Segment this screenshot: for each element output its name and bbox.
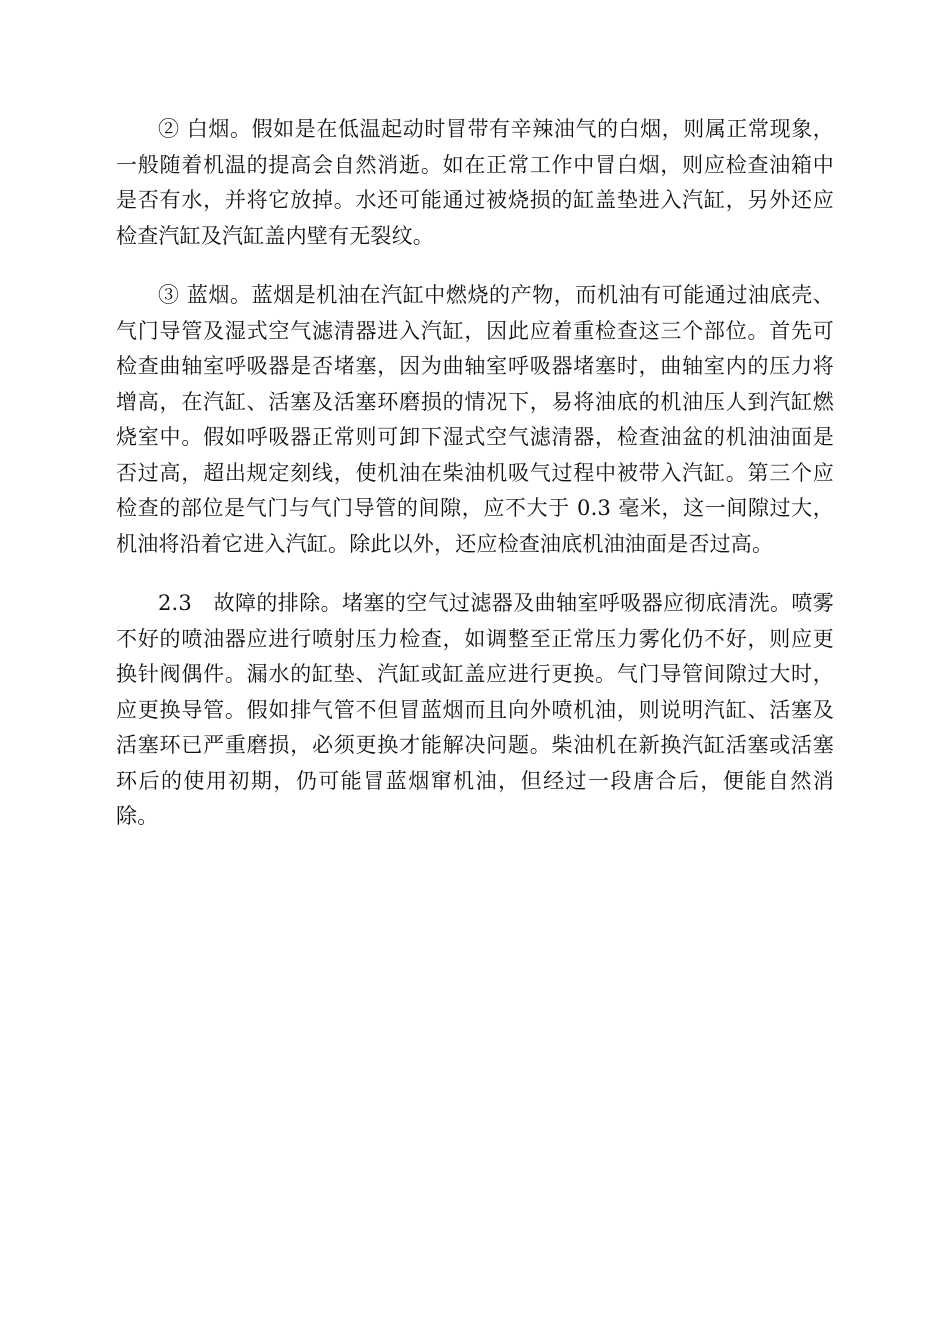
document-body	[116, 112, 834, 859]
paragraph-blue-smoke: ③ 蓝烟。蓝烟是机油在汽缸中燃烧的产物，而机油有可能通过油底壳、气门导管及湿式空气滤清器进入汽缸，因此应着重检查这三个部位。首先可检查曲轴室呼吸器是否堵塞，因为曲轴室呼吸器堵塞时，曲轴室内的压力将增高，在汽缸、活塞及活塞环磨损的情况下，易将油底的机油压人到汽缸燃烧室中。假如呼吸器正常则可卸下湿式空气滤清器，检查油盆的机油油面是否过高，超出规定刻线，使机油在柴油机吸气过程中被带入汽缸。第三个应检查的部位是气门与气门导管的间隙，应不大于 0.3 毫米，这一间隙过大，机油将沿着它进入汽缸。除此以外，还应检查油底机油油面是否过高。	[116, 283, 834, 556]
paragraph-troubleshooting: 2.3 故障的排除。堵塞的空气过滤器及曲轴室呼吸器应彻底清洗。喷雾不好的喷油器应进行喷射压力检查，如调整至正常压力雾化仍不好，则应更换针阀偶件。漏水的缸垫、汽缸或缸盖应进行更换。气门导管间隙过大时，应更换导管。假如排气管不但冒蓝烟而且向外喷机油，则说明汽缸、活塞及活塞环已严重磨损，必须更换才能解决问题。柴油机在新换汽缸活塞或活塞环后的使用初期，仍可能冒蓝烟窜机油，但经过一段唐合后，便能自然消除。	[116, 591, 834, 828]
paragraph-white-smoke: ② 白烟。假如是在低温起动时冒带有辛辣油气的白烟，则属正常现象，一般随着机温的提高会自然消逝。如在正常工作中冒白烟，则应检查油箱中是否有水，并将它放掉。水还可能通过被烧损的缸盖垫进入汽缸，另外还应检查汽缸及汽缸盖内壁有无裂纹。	[116, 117, 834, 248]
